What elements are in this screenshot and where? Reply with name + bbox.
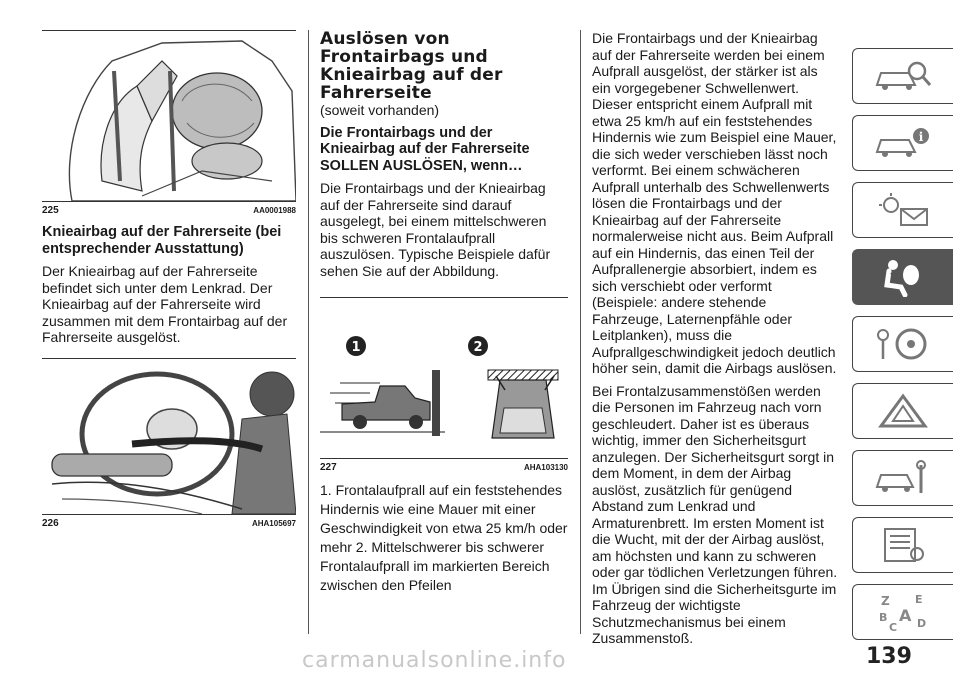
- figure-225-airbag-seat-illustration: [42, 31, 296, 201]
- svg-text:B: B: [879, 611, 888, 624]
- body-paragraph: Der Knieairbag auf der Fahrerseite befindet sich unter dem Lenkrad. Der Knieairbag auf der Fahrerseite wird zusammen mit dem Frontairbag auf der Fahrerseite ausgelöst.: [42, 263, 288, 345]
- svg-text:D: D: [917, 617, 927, 630]
- tab-safety[interactable]: [852, 249, 953, 305]
- callout-1-label: 1: [351, 340, 361, 355]
- figure-number: 226: [42, 517, 59, 529]
- warning-triangle-icon: [873, 392, 933, 430]
- figure-code: AHA103130: [523, 463, 568, 472]
- column-divider: [308, 30, 309, 634]
- tab-maintenance[interactable]: [852, 450, 953, 506]
- svg-text:A: A: [899, 606, 912, 625]
- column-3: [592, 30, 840, 653]
- figure-number: 225: [42, 205, 59, 216]
- tab-starting-driving[interactable]: [852, 316, 953, 372]
- section-subtitle: (soweit vorhanden): [320, 102, 440, 118]
- figure-code: AA0001988: [253, 206, 296, 215]
- section-heading: Knieairbag auf der Fahrerseite (bei entsprechender Ausstattung): [42, 224, 282, 257]
- section-title: Auslösen von Frontairbags und Knieairbag auf der Fahrerseite: [320, 29, 503, 103]
- svg-text:C: C: [889, 621, 898, 633]
- warning-light-envelope-icon: [873, 191, 933, 229]
- tab-car-info[interactable]: [852, 115, 953, 171]
- figure-227-caption: [320, 458, 568, 473]
- tab-technical-data[interactable]: [852, 517, 953, 573]
- column-2: [320, 30, 568, 601]
- column-divider: [580, 30, 581, 634]
- key-steering-wheel-icon: [873, 325, 933, 363]
- figure-225-caption: [42, 201, 296, 216]
- tab-car-magnifier[interactable]: [852, 48, 953, 104]
- figure-226-caption: [42, 514, 296, 529]
- car-wrench-icon: [873, 459, 933, 497]
- watermark: carmanualsonline.info: [302, 648, 567, 673]
- page-number: 139: [866, 644, 912, 669]
- alphabet-index-icon: [873, 591, 933, 633]
- section-heading: Die Frontairbags und der Knieairbag auf der Fahrerseite SOLLEN AUSLÖSEN, wenn…: [320, 124, 530, 174]
- svg-text:i: i: [918, 130, 924, 144]
- body-paragraph: Bei Frontalzusammenstößen werden die Personen im Fahrzeug nach vorn geschleudert. Daher ist es überaus wichtig, immer den Sicherheitsgurt anzulegen. Der Sicherheitsgurt sorgt in dem Moment, in dem der Airbag auslöst, zusätzlich für genügend Abstand zum Lenkrad und Armaturenbrett. Im ersten Moment ist die Wucht, mit der der Airbag auslöst, am höchsten und kann zu schweren oder gar tödlichen Verletzungen führen. Im Übrigen sind die Sicherheitsgurte im Fahrzeug der wichtigste Schutzmechanismus bei einem Zusammenstoß.: [592, 382, 838, 646]
- body-paragraph: Die Frontairbags und der Knieairbag auf der Fahrerseite werden bei einem Aufprall ausgelöst, der stärker ist als ein vorgegebener Schwellenwert. Dieser entspricht einem Aufprall mit etwa 25 km/h auf ein feststehendes Hindernis wie zum Beispiel eine Mauer, die sich weder verschieben lässt noch verformt. Bei einem schwächeren Aufprall unterhalb des Schwellenwerts lösen die Frontairbags und der Knieairbag auf der Fahrerseite normalerweise nicht aus. Beim Aufprall auf ein Hindernis, das einen Teil der Aufprallenergie absorbiert, indem es sich verschiebt oder verformt (Beispiele: andere stehende Fahrzeuge, Laternenpfähle oder Leitplanken), muss die Aufprallgeschwindigkeit jedoch deutlich höher sein, damit die Airbags auslösen.: [592, 30, 837, 376]
- body-paragraph: Die Frontairbags und der Knieairbag auf der Fahrerseite sind darauf ausgelegt, bei einem mittelschweren bis schweren Frontalaufprall auszulösen. Typische Beispiele dafür sehen Sie auf der Abbildung.: [320, 180, 551, 279]
- figure-227-collision-illustration: [320, 298, 568, 458]
- figure-number: 227: [320, 462, 337, 473]
- svg-text:E: E: [915, 593, 923, 606]
- seated-person-airbag-icon: [873, 257, 933, 297]
- figure-legend-text: 1. Frontalaufprall auf ein feststehendes Hindernis wie eine Mauer mit einer Geschwindigkeit von etwa 25 km/h oder mehr 2. Mittelschwerer bis schwerer Frontalaufprall im markierten Bereich zwischen den Pfeilen: [320, 482, 568, 593]
- svg-text:Z: Z: [881, 594, 890, 608]
- figure-code: AHA105697: [251, 518, 296, 528]
- tab-index[interactable]: [852, 584, 953, 640]
- callout-2-label: 2: [473, 340, 483, 355]
- figure-226-driver-knee-airbag-illustration: [42, 359, 296, 514]
- car-info-icon: [873, 124, 933, 162]
- car-magnifier-icon: [873, 57, 933, 95]
- tab-emergency[interactable]: [852, 383, 953, 439]
- spec-list-icon: [873, 526, 933, 564]
- tab-warning-lights[interactable]: [852, 182, 953, 238]
- chapter-tab-strip: [852, 48, 954, 651]
- column-1: [42, 30, 296, 537]
